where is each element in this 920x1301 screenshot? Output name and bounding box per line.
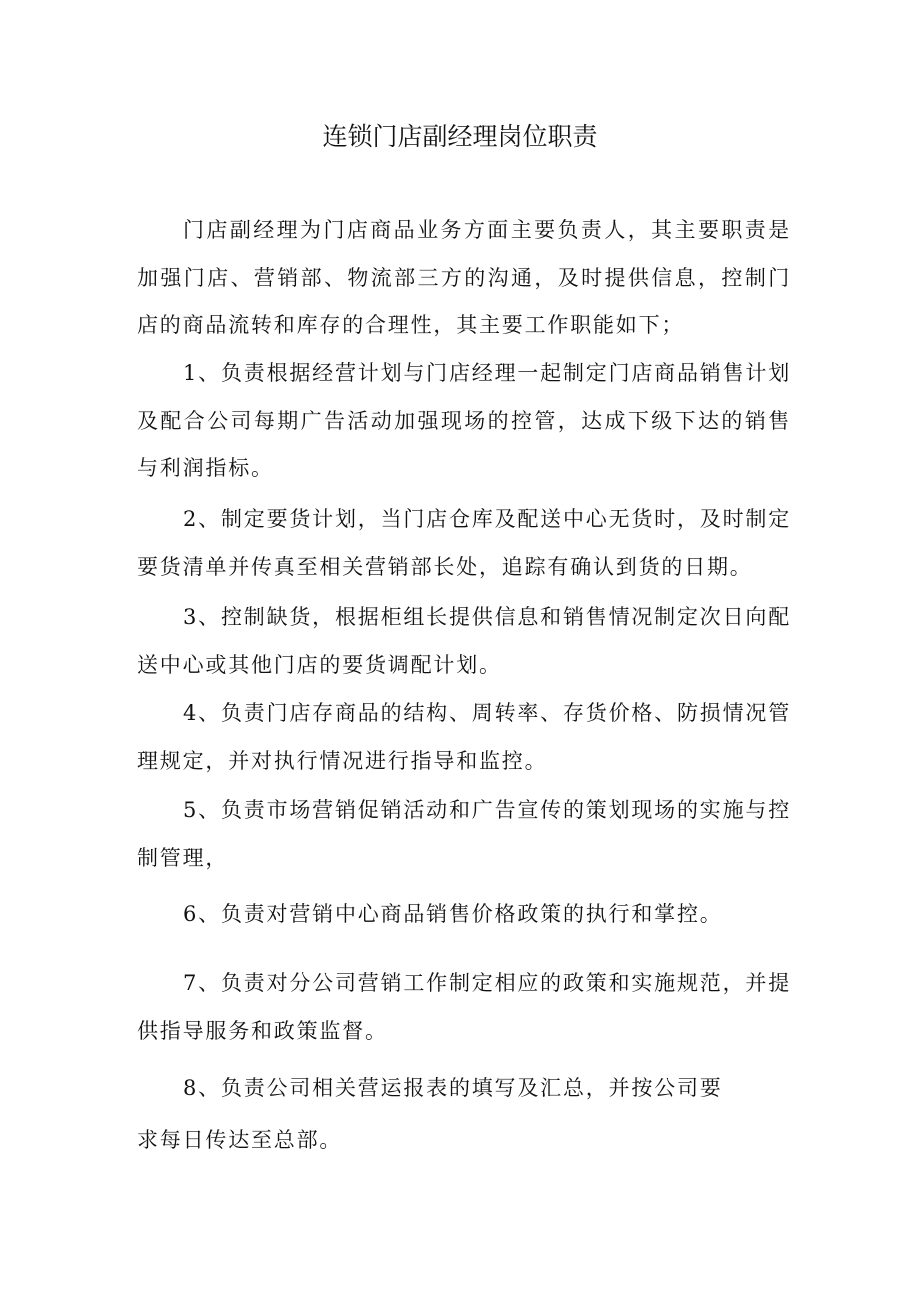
duty-item-4: 4、负责门店存商品的结构、周转率、存货价格、防损情况管理规定，并对执行情况进行指导和监控。 xyxy=(137,701,791,773)
duty-item-3: 3、控制缺货，根据柜组长提供信息和销售情况制定次日向配送中心或其他门店的要货调配计划。 xyxy=(137,605,791,677)
duty-item-1: 1、负责根据经营计划与门店经理一起制定门店商品销售计划及配合公司每期广告活动加强现场的控管，达成下级下达的销售与利润指标。 xyxy=(137,361,791,480)
intro-paragraph: 门店副经理为门店商品业务方面主要负责人，其主要职责是加强门店、营销部、物流部三方的沟通，及时提供信息，控制门店的商品流转和库存的合理性，其主要工作职能如下； xyxy=(137,218,791,337)
duty-item-6: 6、负责对营销中心商品销售价格政策的执行和掌控。 xyxy=(183,902,723,926)
document-title: 连锁门店副经理岗位职责 xyxy=(322,122,598,151)
duty-item-7: 7、负责对分公司营销工作制定相应的政策和实施规范，并提供指导服务和政策监督。 xyxy=(137,971,791,1043)
duty-item-5: 5、负责市场营销促销活动和广告宣传的策划现场的实施与控制管理， xyxy=(137,798,791,870)
duty-item-8: 8、负责公司相关营运报表的填写及汇总，并按公司要 xyxy=(183,1076,723,1100)
duty-item-8-continuation: 求每日传达至总部。 xyxy=(137,1128,343,1152)
duty-item-2: 2、制定要货计划，当门店仓库及配送中心无货时，及时制定要货清单并传真至相关营销部长处，追踪有确认到货的日期。 xyxy=(137,507,791,579)
